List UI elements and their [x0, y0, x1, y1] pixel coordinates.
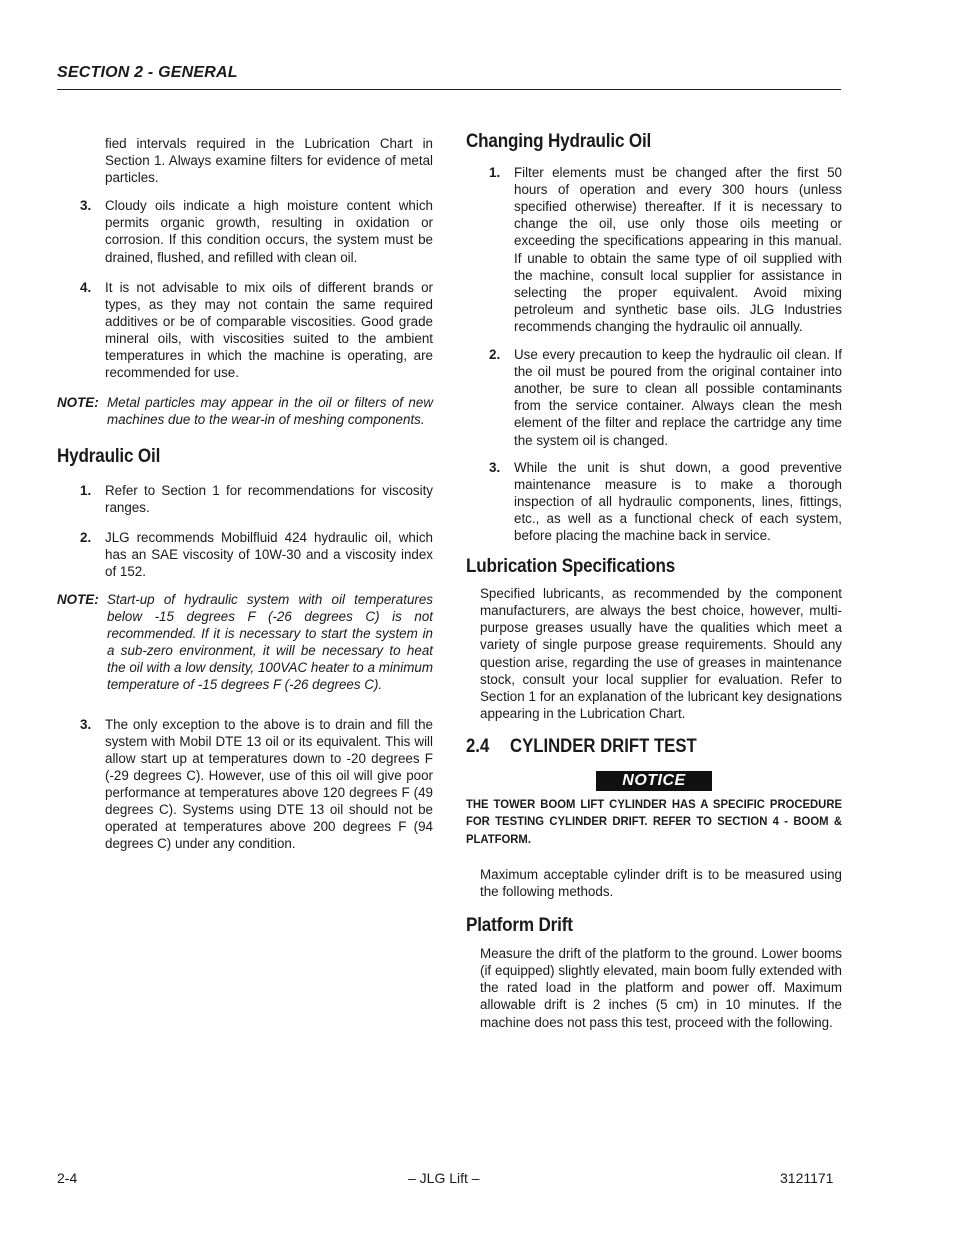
section-title: CYLINDER DRIFT TEST: [510, 735, 697, 757]
notice-badge: NOTICE: [596, 771, 712, 791]
changing-item-2: [466, 346, 842, 449]
list-text: Filter elements must be changed after the first 50 hours of operation and every 300 hours (unless specified otherwise) thereafter. If it is necessary to change the oil, use only those oils meeting or exceeding the specifications appearing in this manual. If unable to obtain the same type of oil supplied with the machine, consult local supplier for assistance in selecting the proper equivalent. Avoid mixing petroleum and synthetic base oils. JLG Industries recommends changing the hydraulic oil annually.: [514, 165, 842, 334]
note-startup: [57, 591, 433, 694]
platform-drift-paragraph: Measure the drift of the platform to the ground. Lower booms (if equipped) slightly elevated, main boom fully extended with the rated load in the platform and power off. Maximum allowable drift is 2 inches (5 cm) in 10 minutes. If the machine does not pass this test, proceed with the following.: [480, 946, 842, 1030]
list-text: Use every precaution to keep the hydraulic oil clean. If the oil must be poured from the original container into another, be sure to clean all possible contaminants from the service container. Always clean the mesh element of the filter and replace the cartridge any time the system oil is changed.: [514, 347, 842, 448]
list-number: 3.: [80, 198, 92, 214]
footer-page-number: 2-4: [57, 1170, 78, 1186]
list-text: While the unit is shut down, a good preventive maintenance measure is to make a thorough inspection of all hydraulic components, lines, fittings, etc., as well as a functional check of each system, before placing the machine back in service.: [514, 459, 842, 543]
changing-item-1: [466, 164, 842, 335]
note-label: NOTE:: [57, 591, 99, 607]
list-number: 1.: [80, 482, 92, 498]
heading-changing-hydraulic-oil: Changing Hydraulic Oil: [466, 131, 652, 152]
list-text: The only exception to the above is to drain and fill the system with Mobil DTE 13 oil or its equivalent. This will allow start up at temperatures down to -20 degrees F (-29 degrees C). However, use of this oil will give poor performance at temperatures above 120 degrees F (49 degrees C). Systems using DTE 13 oil should not be operated at temperatures above 200 degrees F (94 degrees C) under any condition.: [105, 716, 433, 852]
list-number: 1.: [489, 165, 501, 181]
list-text: JLG recommends Mobilfluid 424 hydraulic oil, which has an SAE viscosity of 10W-30 and a viscosity index of 152.: [105, 529, 433, 579]
section-number: 2.4: [466, 735, 490, 757]
list-number: 2.: [80, 529, 92, 545]
list-number: 4.: [80, 279, 92, 295]
list-text: Cloudy oils indicate a high moisture content which permits organic growth, resulting in oxidation or corrosion. If this condition occurs, the system must be drained, flushed, and refilled with clean oil.: [105, 198, 433, 265]
list-text: Refer to Section 1 for recommendations for viscosity ranges.: [105, 482, 433, 515]
lubrication-paragraph: Specified lubricants, as recommended by the component manufacturers, are always the best choice, however, multi-purpose greases usually have the qualities which meet a variety of single purpose grease requirements. Should any question arise, regarding the use of greases in maintenance stock, consult your local supplier for evaluation. Refer to Section 1 for an explanation of the lubricant key designations appearing in the Lubrication Chart.: [480, 586, 842, 721]
header-divider: [57, 89, 841, 90]
changing-item-3: [466, 459, 842, 544]
note-text: Start-up of hydraulic system with oil temperatures below -15 degrees F (-26 degrees C) is not recommended. If it is necessary to start the system in a sub-zero environment, it will be necessary to heat the oil with a low density, 100VAC heater to a minimum temperature of -15 degrees F (-26 degrees C).: [107, 591, 433, 693]
note-label: NOTE:: [57, 395, 99, 411]
hydraulic-item-1: [57, 482, 433, 516]
heading-lubrication-specifications: Lubrication Specifications: [466, 556, 676, 578]
heading-hydraulic-oil: Hydraulic Oil: [57, 446, 161, 468]
note-text: Metal particles may appear in the oil or filters of new machines due to the wear-in of meshing components.: [107, 395, 433, 428]
hydraulic-item-2: [57, 529, 433, 580]
right-column: [466, 133, 842, 1031]
footer-publisher: – JLG Lift –: [408, 1170, 480, 1186]
list-number: 3.: [80, 716, 92, 732]
hydraulic-item-3: [57, 716, 433, 853]
list-number: 3.: [489, 459, 501, 475]
continued-paragraph: fied intervals required in the Lubrication Chart in Section 1. Always examine filters for evidence of metal particles.: [105, 136, 433, 186]
list-item-3: [57, 197, 433, 265]
heading-cylinder-drift-test: [466, 735, 797, 757]
footer-document-number: 3121171: [780, 1170, 834, 1186]
list-item-4: [57, 279, 433, 382]
list-number: 2.: [489, 347, 501, 363]
cylinder-drift-paragraph: Maximum acceptable cylinder drift is to be measured using the following methods.: [480, 866, 842, 899]
section-header: SECTION 2 - GENERAL: [57, 64, 238, 81]
left-column: [57, 135, 433, 865]
note-metal-particles: [57, 394, 433, 428]
heading-platform-drift: Platform Drift: [466, 915, 573, 937]
notice-text: THE TOWER BOOM LIFT CYLINDER HAS A SPECIFIC PROCEDURE FOR TESTING CYLINDER DRIFT. REFER TO SECTION 4 - BOOM & PLATFORM.: [466, 797, 842, 846]
list-text: It is not advisable to mix oils of different brands or types, as they may not contain the same required additives or be of comparable viscosities. Good grade mineral oils, with viscosities suited to the ambient temperatures in which the machine is operating, are recommended for use.: [105, 279, 433, 381]
